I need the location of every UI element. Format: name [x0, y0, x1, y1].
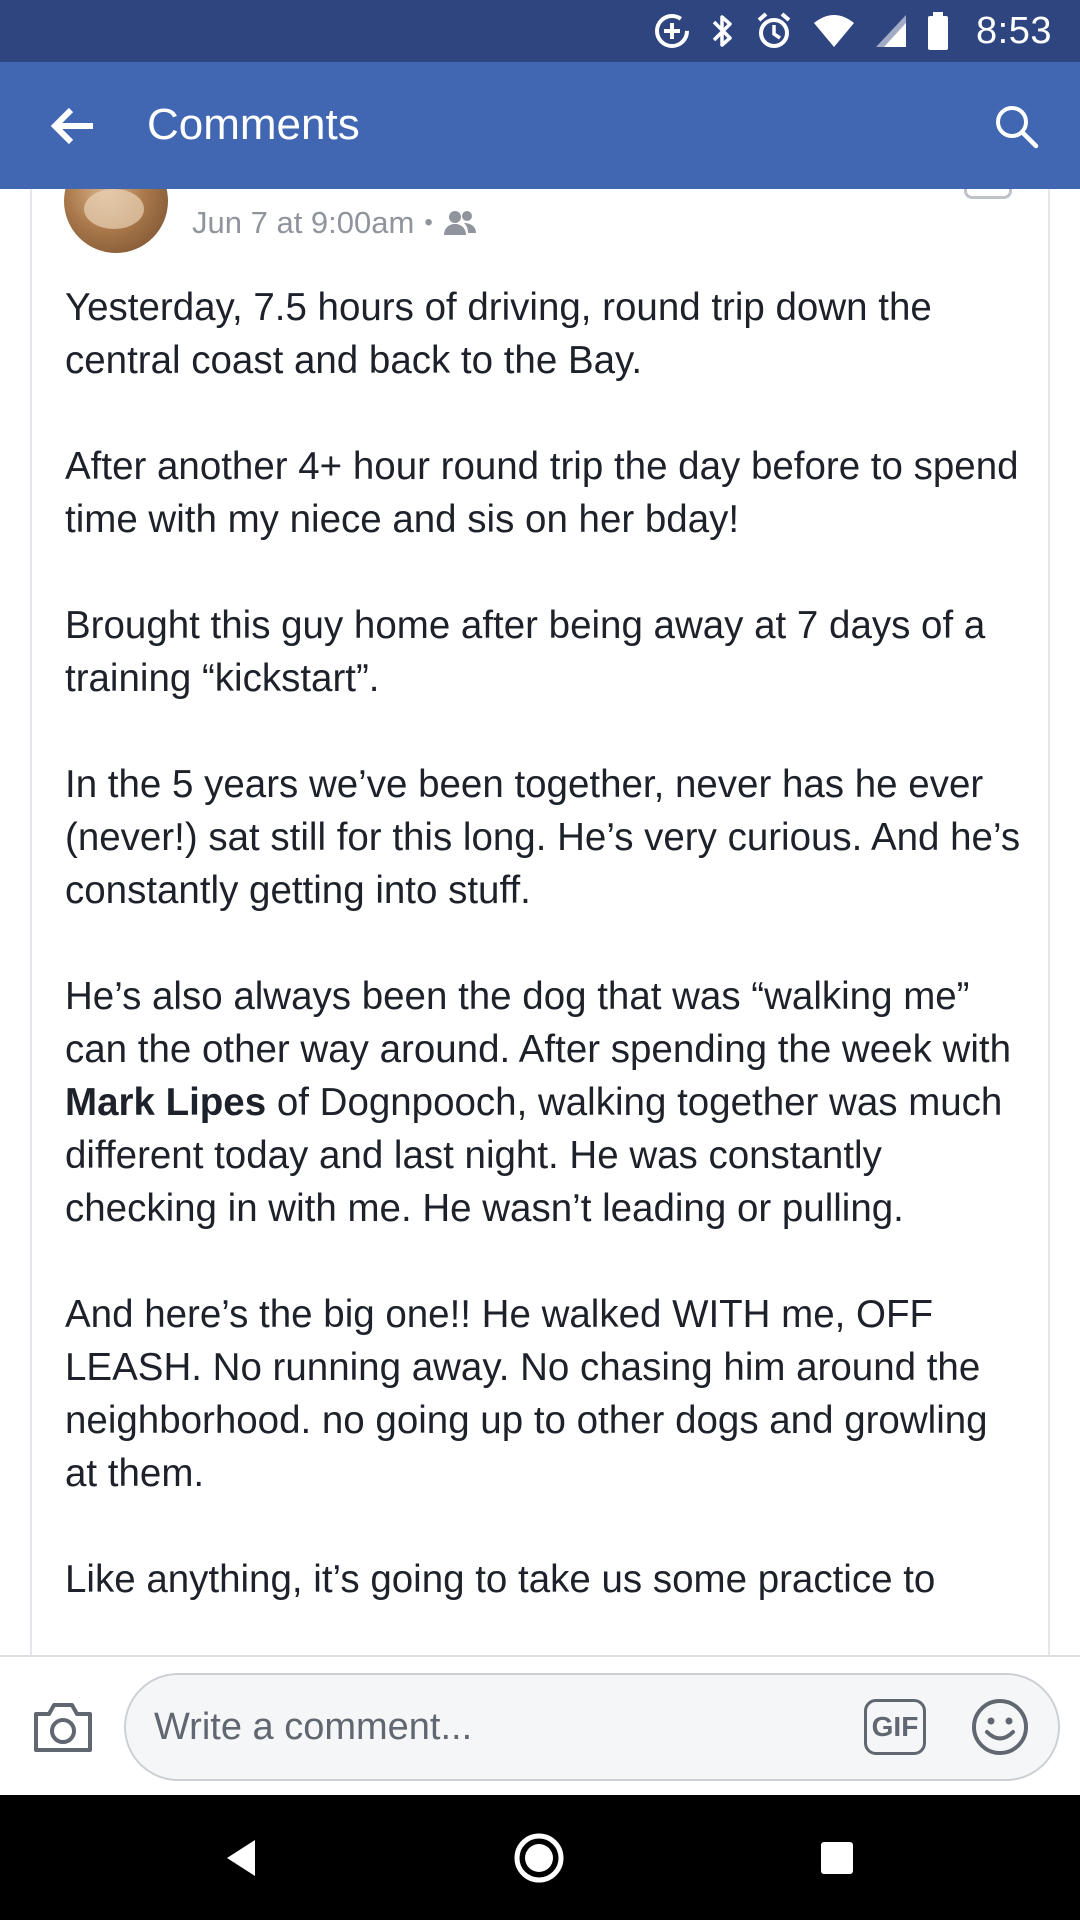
post-paragraph: Like anything, it’s going to take us some practice to: [65, 1558, 936, 1601]
post-text: [65, 281, 1025, 1655]
search-button[interactable]: [980, 92, 1052, 160]
alarm-icon: [754, 11, 794, 51]
camera-button[interactable]: [28, 1695, 98, 1759]
arrow-left-icon: [49, 106, 95, 146]
nav-back-button[interactable]: [204, 1821, 278, 1895]
post-paragraph: Yesterday, 7.5 hours of driving, round trip down the central coast and back to the Bay.: [65, 286, 932, 382]
emoji-button[interactable]: [970, 1697, 1030, 1757]
camera-icon: [32, 1700, 94, 1754]
post-meta: [192, 205, 477, 241]
battery-icon: [926, 11, 950, 51]
post-paragraph: After another 4+ hour round trip the day before to spend time with my niece and sis on her bday!: [65, 445, 1019, 541]
avatar[interactable]: [64, 189, 168, 253]
nav-home-button[interactable]: [502, 1821, 576, 1895]
back-button[interactable]: [36, 92, 108, 160]
app-bar: [0, 62, 1080, 189]
wifi-icon: [812, 13, 856, 49]
gif-button[interactable]: GIF: [864, 1699, 926, 1755]
search-icon: [993, 103, 1039, 149]
nav-back-icon: [221, 1836, 261, 1880]
comment-composer: [0, 1655, 1080, 1795]
navigation-bar: [0, 1795, 1080, 1920]
post-timestamp[interactable]: Jun 7 at 9:00am: [192, 205, 415, 240]
status-icons: [652, 8, 1052, 54]
post-text-span: He’s also always been the dog that was “walking me” can the other way around. After spending the week with: [65, 975, 1011, 1071]
smiley-icon: [970, 1697, 1030, 1757]
nav-recents-button[interactable]: [800, 1821, 874, 1895]
post-paragraph: [65, 970, 1025, 1235]
bluetooth-icon: [710, 11, 736, 51]
post-paragraph: And here’s the big one!! He walked WITH me, OFF LEASH. No running away. No chasing him around the neighborhood. no going up to other dogs and growling at them.: [65, 1293, 988, 1495]
friends-icon: [443, 209, 477, 237]
meta-separator: •: [424, 209, 433, 236]
post-paragraph: Brought this guy home after being away at 7 days of a training “kickstart”.: [65, 604, 986, 700]
status-time: 8:53: [976, 9, 1052, 52]
post-paragraph: In the 5 years we’ve been together, never has he ever (never!) sat still for this long. He’s very curious. And he’s constantly getting into stuff.: [65, 763, 1021, 912]
post-card: [30, 189, 1050, 1655]
cell-signal-icon: [874, 13, 908, 49]
nav-recents-icon: [819, 1840, 855, 1876]
status-bar: [0, 0, 1080, 62]
page-title: Comments: [147, 100, 360, 149]
post-text-span: of Dognpooch, walking together was much different today and last night. He was constantly checking in with me. He wasn’t leading or pulling.: [65, 1081, 1003, 1230]
mention-link[interactable]: Mark Lipes: [65, 1081, 267, 1124]
post-options-button[interactable]: [964, 189, 1012, 199]
nav-home-icon: [513, 1832, 565, 1884]
data-saver-icon: [652, 11, 692, 51]
